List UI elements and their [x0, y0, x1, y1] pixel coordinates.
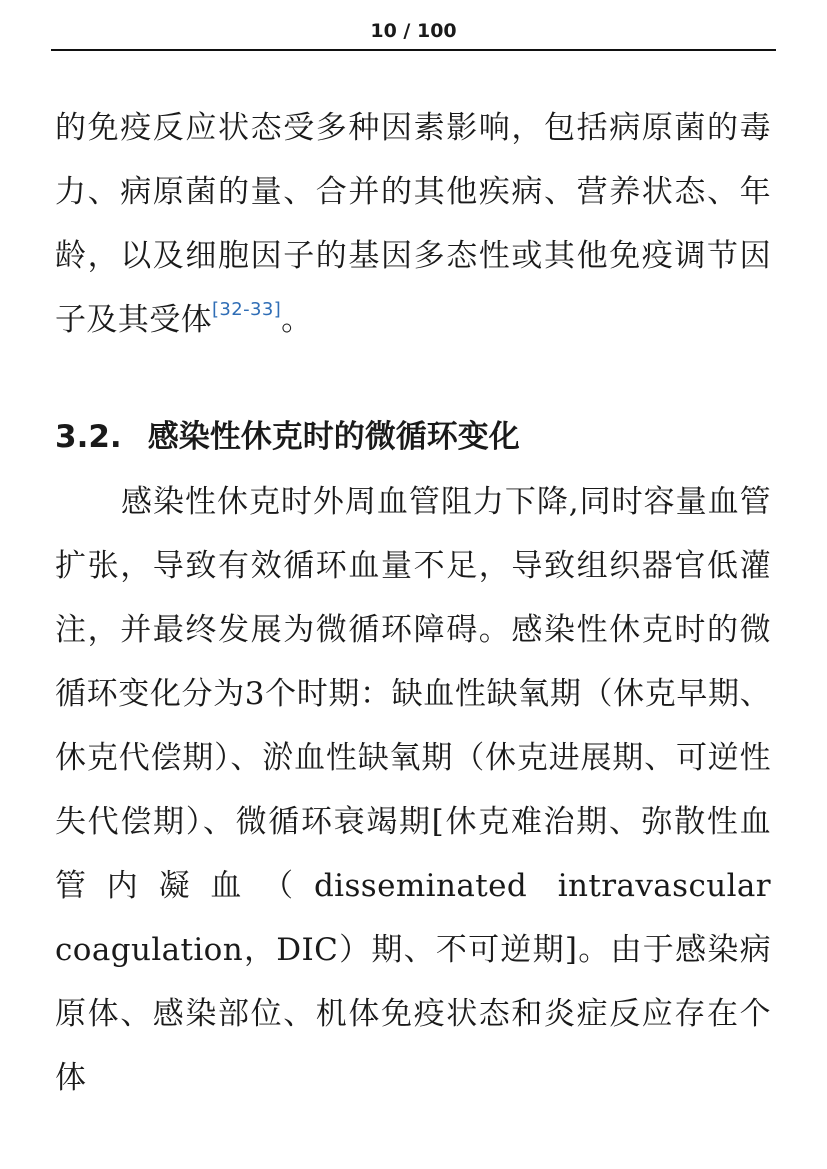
- citation-link[interactable]: [32-33]: [212, 299, 282, 320]
- section-number: 3.2.: [55, 419, 122, 455]
- paragraph-end: 。: [281, 302, 313, 338]
- page-number: 10 / 100: [370, 20, 457, 42]
- header-divider: [51, 49, 776, 51]
- paragraph-text: 的免疫反应状态受多种因素影响，包括病原菌的毒力、病原菌的量、合并的其他疾病、营养状态、年龄，以及细胞因子的基因多态性或其他免疫调节因子及其受体: [55, 110, 771, 338]
- document-body: [55, 96, 771, 1110]
- section-title: 感染性休克时的微循环变化: [147, 419, 520, 455]
- section-paragraph: 感染性休克时外周血管阻力下降,同时容量血管扩张，导致有效循环血量不足，导致组织器官低灌注，并最终发展为微循环障碍。感染性休克时的微循环变化分为3个时期：缺血性缺氧期（休克早期、休克代偿期）、淤血性缺氧期（休克进展期、可逆性失代偿期）、微循环衰竭期[休克难治期、弥散性血管内凝血（disseminated intravascular coagulation，DIC）期、不可逆期]。由于感染病原体、感染部位、机体免疫状态和炎症反应存在个体: [55, 484, 771, 1096]
- section-heading: [55, 404, 771, 470]
- paragraph-continued: [55, 96, 771, 352]
